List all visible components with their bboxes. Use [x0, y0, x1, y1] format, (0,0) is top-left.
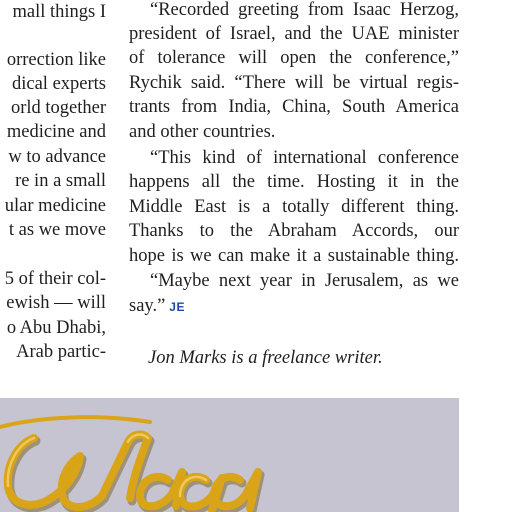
left-column-line: mall things I [12, 2, 106, 22]
right-column-line-final [129, 294, 459, 319]
right-column-line: “This kind of international conference [150, 148, 459, 168]
left-column-line: Arab partic- [16, 342, 106, 362]
right-column-line: Rychik said. “There will be virtual regis- [129, 73, 459, 93]
left-column-line: ular medicine [4, 196, 106, 216]
closing-quote-text: say.” [129, 296, 166, 316]
right-column-line: Thanks to the Abraham Accords, our [129, 221, 459, 241]
left-column-line: o Abu Dhabi, [6, 318, 106, 338]
left-column-line: orrection like [6, 50, 106, 70]
left-column-line: medicine and [6, 122, 106, 142]
left-column-line: re in a small [15, 171, 106, 191]
right-column-line: happens all the time. Hosting it in the [129, 172, 459, 192]
right-column-line: “Maybe next year in Jerusalem, as we [150, 271, 459, 291]
gala-banner [0, 398, 459, 512]
left-column-line: 5 of their col- [4, 269, 106, 289]
left-column-line: w to advance [8, 147, 106, 167]
left-column-line: orld together [10, 98, 106, 118]
left-column-line: t as we move [8, 220, 106, 240]
right-column-line: Middle East is a totally different thing. [129, 197, 459, 217]
right-column-line: and other countries. [129, 122, 276, 142]
left-column-line: ewish — will [6, 293, 106, 313]
left-text-column [0, 0, 106, 380]
lettering-swash [0, 417, 150, 428]
author-byline: Jon Marks is a freelance writer. [148, 348, 383, 368]
right-column-line: hope is we can make it a sustainable thing. [129, 246, 459, 266]
right-column-line: trants from India, China, South America [129, 97, 459, 117]
right-column-line: of tolerance will open the conference,” [129, 48, 459, 68]
gala-script-lettering [0, 398, 459, 512]
right-column-line: “Recorded greeting from Isaac Herzog, [150, 0, 459, 20]
left-column-line: dical experts [12, 74, 106, 94]
right-column-line: president of Israel, and the UAE minister [129, 24, 459, 44]
end-of-article-mark: JE [169, 300, 185, 314]
